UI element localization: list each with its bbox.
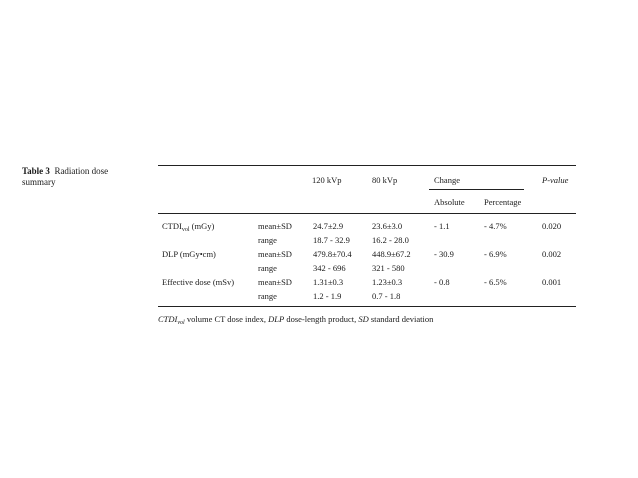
row-dlp-stat-mean: mean±SD: [258, 249, 292, 259]
row-effdose-percentage: - 6.5%: [484, 277, 507, 287]
header-120kvp: 120 kVp: [312, 175, 342, 185]
row-ctdi-80-range: 16.2 - 28.0: [372, 235, 409, 245]
header-percentage: Percentage: [484, 197, 522, 207]
row-ctdi-pvalue: 0.020: [542, 221, 562, 231]
row-effdose-label: Effective dose (mSv): [162, 277, 235, 287]
header-80kvp: 80 kVp: [372, 175, 398, 185]
table-caption-text: Radiation dose summary: [22, 166, 109, 187]
row-dlp-percentage: - 6.9%: [484, 249, 507, 259]
table-top-rule: [158, 165, 576, 166]
header-absolute: Absolute: [434, 197, 465, 207]
row-dlp-120-range: 342 - 696: [313, 263, 346, 273]
row-dlp-absolute: - 30.9: [434, 249, 454, 259]
row-dlp-80-mean: 448.9±67.2: [372, 249, 411, 259]
row-dlp-stat-range: range: [258, 263, 277, 273]
row-dlp-80-range: 321 - 580: [372, 263, 405, 273]
row-effdose-120-mean: 1.31±0.3: [313, 277, 344, 287]
row-dlp-pvalue: 0.002: [542, 249, 562, 259]
row-ctdi-stat-range: range: [258, 235, 277, 245]
table-caption-label: Table 3: [22, 166, 50, 176]
change-header-rule: [429, 189, 524, 190]
row-effdose-80-mean: 1.23±0.3: [372, 277, 403, 287]
table-header-rule: [158, 213, 576, 214]
row-ctdi-label: $CTDI_{vol}$ (mGy): [162, 221, 215, 233]
header-change: Change: [434, 175, 460, 185]
row-dlp-120-mean: 479.8±70.4: [313, 249, 352, 259]
row-ctdi-absolute: - 1.1: [434, 221, 450, 231]
row-dlp-label: DLP (mGy•cm): [162, 249, 216, 259]
header-pvalue: P-value: [542, 175, 569, 185]
row-ctdi-120-mean: 24.7±2.9: [313, 221, 344, 231]
row-effdose-stat-range: range: [258, 291, 277, 301]
row-effdose-120-range: 1.2 - 1.9: [313, 291, 342, 301]
row-ctdi-percentage: - 4.7%: [484, 221, 507, 231]
table-footnote: $CTDI_{vol}$ volume CT dose index, DLP dose-length product, SD standard deviation: [158, 314, 434, 326]
row-effdose-absolute: - 0.8: [434, 277, 450, 287]
row-ctdi-120-range: 18.7 - 32.9: [313, 235, 350, 245]
row-ctdi-80-mean: 23.6±3.0: [372, 221, 403, 231]
row-effdose-stat-mean: mean±SD: [258, 277, 292, 287]
row-effdose-pvalue: 0.001: [542, 277, 562, 287]
row-ctdi-stat-mean: mean±SD: [258, 221, 292, 231]
row-effdose-80-range: 0.7 - 1.8: [372, 291, 401, 301]
table-caption: [22, 166, 132, 188]
table-bottom-rule: [158, 306, 576, 307]
